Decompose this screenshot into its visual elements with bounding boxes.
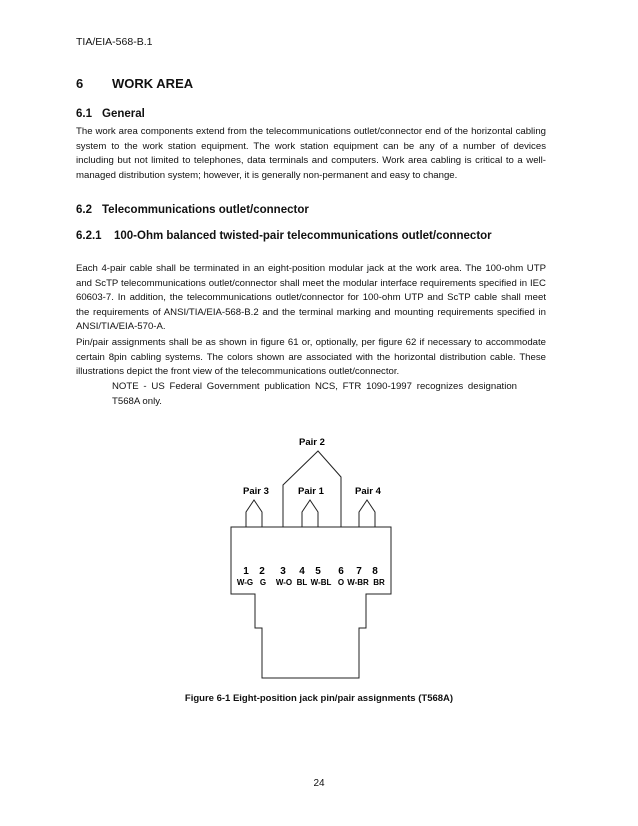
color-8: BR — [373, 578, 385, 587]
pair2-label: Pair 2 — [299, 437, 325, 448]
running-header: TIA/EIA-568-B.1 — [76, 36, 153, 48]
section-6-2-1-title: 100-Ohm balanced twisted-pair telecommunications outlet/connector — [114, 230, 492, 242]
jack-outline — [231, 527, 391, 678]
section-6-number: 6 — [76, 76, 84, 91]
section-6-1-number: 6.1 — [76, 108, 92, 120]
pair1-bracket — [302, 500, 318, 527]
pin-5: 5 — [315, 566, 321, 577]
color-1: W-G — [236, 578, 254, 587]
paragraph-pin-pair-assignments: Pin/pair assignments shall be as shown in figure 61 or, optionally, per figure 62 if necessary to accommodate certain 8pin cabling systems. The colors shown are associated with the horizontal distribution cable. These illustrations depict the front view of the telecommunications outlet/connector. — [76, 337, 546, 378]
color-3: W-O — [275, 578, 293, 587]
color-6: O — [337, 578, 345, 587]
pair1-label: Pair 1 — [298, 486, 324, 497]
pin-3: 3 — [280, 566, 286, 577]
paragraph-outlet-termination: Each 4-pair cable shall be terminated in an eight-position modular jack at the work area. The 100-ohm UTP and ScTP telecommunications outlet/connector shall meet the modular interface requirements specified in IEC 60603-7. In addition, the telecommunications outlet/connector for 100-ohm UTP and ScTP cable shall meet the requirements of ANSI/TIA/EIA-568-B.2 and the terminal marking and mounting requirements specified in ANSI/TIA/EIA-570-A. — [76, 263, 546, 333]
section-6-1-paragraph: The work area components extend from the telecommunications outlet/connector end of the horizontal cabling system to the work station equipment. The work station equipment can be any of a number of devices including but not limited to telephones, data terminals and computers. Work area cabling is critical to a well-managed distribution system; however, it is generally non-permanent and easy to change. — [76, 126, 546, 181]
section-6-1-title: General — [102, 108, 145, 120]
pair4-bracket — [359, 500, 375, 527]
page-number: 24 — [313, 778, 325, 789]
section-6-2-number: 6.2 — [76, 204, 92, 216]
pin-8: 8 — [372, 566, 378, 577]
pin-6: 6 — [338, 566, 344, 577]
pair4-label: Pair 4 — [355, 486, 381, 497]
section-6-2-title: Telecommunications outlet/connector — [102, 204, 309, 216]
note-t568a: NOTE - US Federal Government publication NCS, FTR 1090-1997 recognizes designation T568A only. — [112, 381, 517, 407]
color-4: BL — [296, 578, 308, 587]
section-6-title: WORK AREA — [112, 76, 194, 91]
pair3-bracket — [246, 500, 262, 527]
pair3-label: Pair 3 — [243, 486, 269, 497]
color-7: W-BR — [347, 578, 369, 587]
section-6-2-1-number: 6.2.1 — [76, 230, 102, 242]
pin-7: 7 — [356, 566, 362, 577]
pin-4: 4 — [299, 566, 305, 577]
figure-caption: Figure 6-1 Eight-position jack pin/pair assignments (T568A) — [184, 693, 454, 704]
color-5: W-BL — [310, 578, 332, 587]
pin-1: 1 — [243, 566, 249, 577]
pin-2: 2 — [259, 566, 265, 577]
color-2: G — [259, 578, 267, 587]
